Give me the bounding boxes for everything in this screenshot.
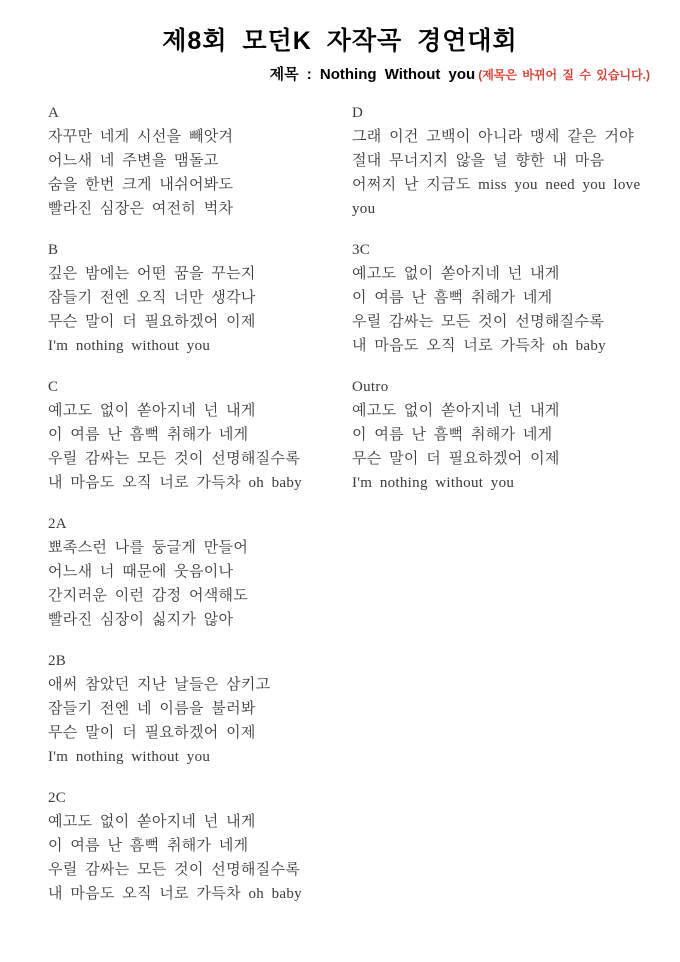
song-title-label: 제목 : Nothing Without you bbox=[269, 66, 476, 83]
lyric-section-2b bbox=[48, 649, 352, 769]
lyric-line: 어느새 네 주변을 맴돌고 bbox=[48, 153, 219, 169]
lyric-section-c bbox=[48, 375, 352, 495]
lyric-line: 내 마음도 오직 너로 가득차 oh baby bbox=[352, 338, 606, 354]
lyric-line: 이 여름 난 흠뻑 취해가 네게 bbox=[352, 290, 553, 306]
lyric-line: 깊은 밤에는 어떤 꿈을 꾸는지 bbox=[48, 266, 256, 282]
lyric-line: 무슨 말이 더 필요하겠어 이제 bbox=[352, 451, 560, 467]
lyric-line: 뾰족스런 나를 둥글게 만들어 bbox=[48, 540, 249, 556]
lyric-line: 이 여름 난 흠뻑 취해가 네게 bbox=[48, 427, 249, 443]
lyric-section-d bbox=[352, 101, 680, 221]
lyric-line: 예고도 없이 쏟아지네 넌 내게 bbox=[352, 403, 560, 419]
lyric-line: 절대 무너지지 않을 널 향한 내 마음 bbox=[352, 153, 605, 169]
document-title: 제8회 모던K 자작곡 경연대회 bbox=[162, 27, 518, 55]
lyric-line: 우릴 감싸는 모든 것이 선명해질수록 bbox=[48, 862, 301, 878]
lyrics-column-right bbox=[352, 101, 680, 923]
lyric-line: 우릴 감싸는 모든 것이 선명해질수록 bbox=[352, 314, 605, 330]
lyric-line: 이 여름 난 흠뻑 취해가 네게 bbox=[48, 838, 249, 854]
lyric-line: 내 마음도 오직 너로 가득차 oh baby bbox=[48, 886, 302, 902]
lyric-line: 애써 참았던 지난 날들은 삼키고 bbox=[48, 677, 271, 693]
section-label: B bbox=[48, 242, 59, 258]
lyric-line: 우릴 감싸는 모든 것이 선명해질수록 bbox=[48, 451, 301, 467]
section-label: D bbox=[352, 105, 364, 121]
lyric-line: 예고도 없이 쏟아지네 넌 내게 bbox=[48, 814, 256, 830]
lyric-section-2c bbox=[48, 786, 352, 906]
lyric-line: 숨을 한번 크게 내쉬어봐도 bbox=[48, 177, 234, 193]
lyric-line: 간지러운 이런 감정 어색해도 bbox=[48, 588, 249, 604]
lyric-line: you bbox=[352, 201, 376, 217]
lyric-line: 빨라진 심장이 싫지가 않아 bbox=[48, 612, 234, 628]
lyric-section-3c bbox=[352, 238, 680, 358]
section-label: 3C bbox=[352, 242, 371, 258]
lyric-line: 어쩌지 난 지금도 miss you need you love bbox=[352, 177, 641, 193]
lyric-line: 잠들기 전엔 오직 너만 생각나 bbox=[48, 290, 256, 306]
lyric-line: I'm nothing without you bbox=[352, 475, 515, 491]
lyric-section-2a bbox=[48, 512, 352, 632]
lyric-line: 무슨 말이 더 필요하겠어 이제 bbox=[48, 725, 256, 741]
section-label: 2A bbox=[48, 516, 67, 532]
lyric-section-b bbox=[48, 238, 352, 358]
lyric-line: 빨라진 심장은 여전히 벅차 bbox=[48, 201, 234, 217]
lyric-line: 잠들기 전엔 네 이름을 불러봐 bbox=[48, 701, 256, 717]
lyric-line: 어느새 너 때문에 웃음이나 bbox=[48, 564, 234, 580]
lyric-line: 그래 이건 고백이 아니라 맹세 같은 거야 bbox=[352, 129, 634, 145]
section-label: C bbox=[48, 379, 59, 395]
title-change-note: (제목은 바뀌어 질 수 있습니다.) bbox=[478, 68, 650, 82]
section-label: 2C bbox=[48, 790, 67, 806]
lyrics-columns bbox=[0, 101, 680, 923]
lyric-line: 무슨 말이 더 필요하겠어 이제 bbox=[48, 314, 256, 330]
lyric-line: 내 마음도 오직 너로 가득차 oh baby bbox=[48, 475, 302, 491]
lyric-line: 이 여름 난 흠뻑 취해가 네게 bbox=[352, 427, 553, 443]
song-title-line bbox=[0, 65, 680, 85]
lyric-line: 예고도 없이 쏟아지네 넌 내게 bbox=[48, 403, 256, 419]
section-label: Outro bbox=[352, 379, 389, 395]
section-label: 2B bbox=[48, 653, 67, 669]
section-label: A bbox=[48, 105, 60, 121]
lyrics-column-left bbox=[48, 101, 352, 923]
lyric-section-outro bbox=[352, 375, 680, 495]
lyric-line: I'm nothing without you bbox=[48, 338, 211, 354]
lyric-line: 예고도 없이 쏟아지네 넌 내게 bbox=[352, 266, 560, 282]
lyric-section-a bbox=[48, 101, 352, 221]
lyric-line: 자꾸만 네게 시선을 빼앗겨 bbox=[48, 129, 234, 145]
lyric-line: I'm nothing without you bbox=[48, 749, 211, 765]
